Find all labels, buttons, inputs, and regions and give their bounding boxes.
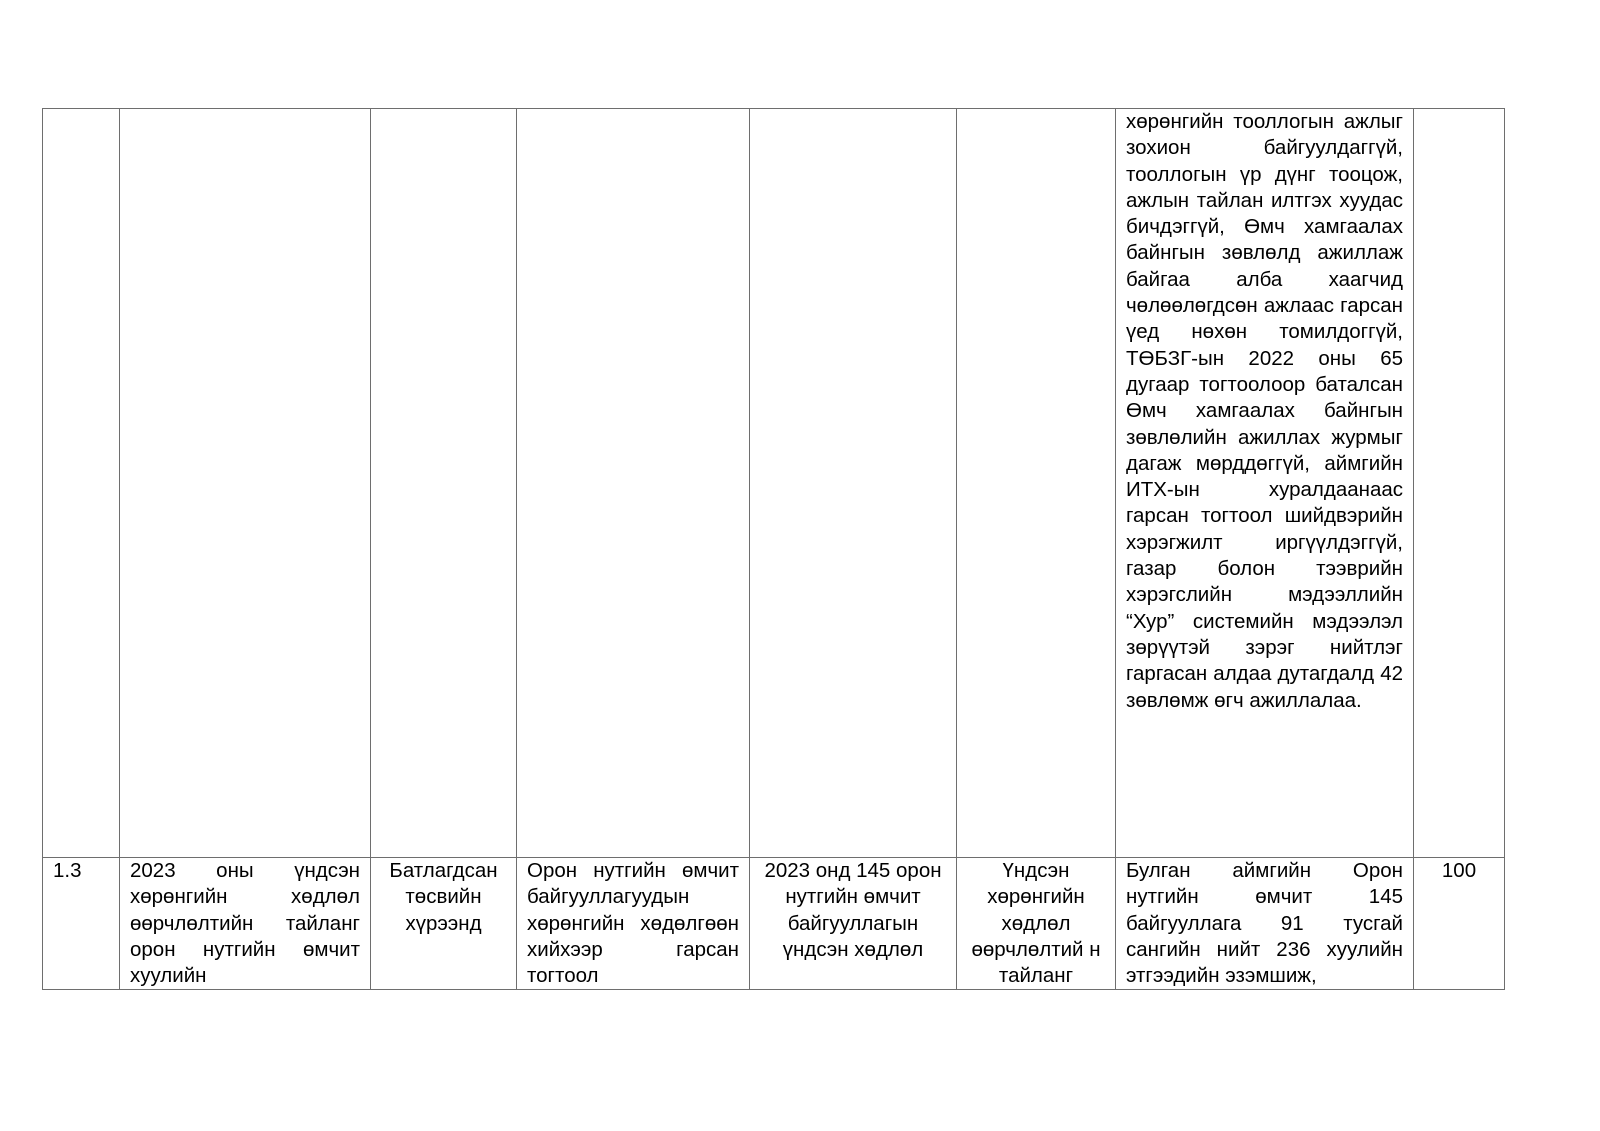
output-text: Үндсэн хөрөнгийн хөдлөл өөрчлөлтий н тайланг <box>971 859 1101 988</box>
report-table <box>42 108 1505 990</box>
score-value: 100 <box>1441 859 1477 882</box>
table-row-1-3 <box>43 858 1505 990</box>
cell-task-empty <box>120 109 371 858</box>
cell-task <box>120 858 371 990</box>
cell-score-empty <box>1414 109 1505 858</box>
indicator-text: 2023 онд 145 орон нутгийн өмчит байгууллагын үндсэн хөдлөл <box>764 859 942 961</box>
cell-indicator <box>750 858 957 990</box>
cell-output-empty <box>957 109 1116 858</box>
cell-funding <box>371 858 517 990</box>
cell-score <box>1414 858 1505 990</box>
cell-measure <box>517 858 750 990</box>
progress-continued-text: хөрөнгийн тооллогын ажлыг зохион байгуулдаггүй, тооллогын үр дүнг тооцож, ажлын тайлан илтгэх хуудас бичдэггүй, Өмч хамгаалах байнгын зөвлөлд ажиллаж байгаа алба хаагчид чөлөөлөгдсөн ажлаас гарсан үед нөхөн томилдоггүй, ТӨБЗГ-ын 2022 оны 65 дугаар тогтоолоор баталсан Өмч хамгаалах байнгын зөвлөлийн ажиллах журмыг дагаж мөрддөггүй, аймгийн ИТХ-ын хуралдаанаас гарсан тогтоол шийдвэрийн хэрэгжилт иргүүлдэггүй, газар болон тээврийн хэрэгслийн мэдээллийн “Хур” системийн мэдээлэл зөрүүтэй зэрэг нийтлэг гаргасан алдаа дутагдалд 42 зөвлөмж өгч ажиллалаа. <box>1126 110 1403 712</box>
cell-measure-empty <box>517 109 750 858</box>
cell-progress-continued <box>1116 109 1414 858</box>
cell-output <box>957 858 1116 990</box>
cell-number-empty <box>43 109 120 858</box>
funding-text: Батлагдсан төсвийн хүрээнд <box>389 859 498 935</box>
progress-text: Булган аймгийн Орон нутгийн өмчит 145 байгууллага 91 тусгай сангийн нийт 236 хуулийн этгээдийн эзэмшиж, <box>1126 859 1403 988</box>
task-text: 2023 оны үндсэн хөрөнгийн хөдлөл өөрчлөлтийн тайланг орон нутгийн өмчит хуулийн <box>130 859 360 988</box>
table-row-continued <box>43 109 1505 858</box>
cell-funding-empty <box>371 109 517 858</box>
cell-number <box>43 858 120 990</box>
cell-progress <box>1116 858 1414 990</box>
measure-text: Орон нутгийн өмчит байгууллагуудын хөрөнгийн хөдөлгөөн хийхээр гарсан тогтоол <box>527 859 739 988</box>
row-number: 1.3 <box>53 859 82 882</box>
cell-indicator-empty <box>750 109 957 858</box>
